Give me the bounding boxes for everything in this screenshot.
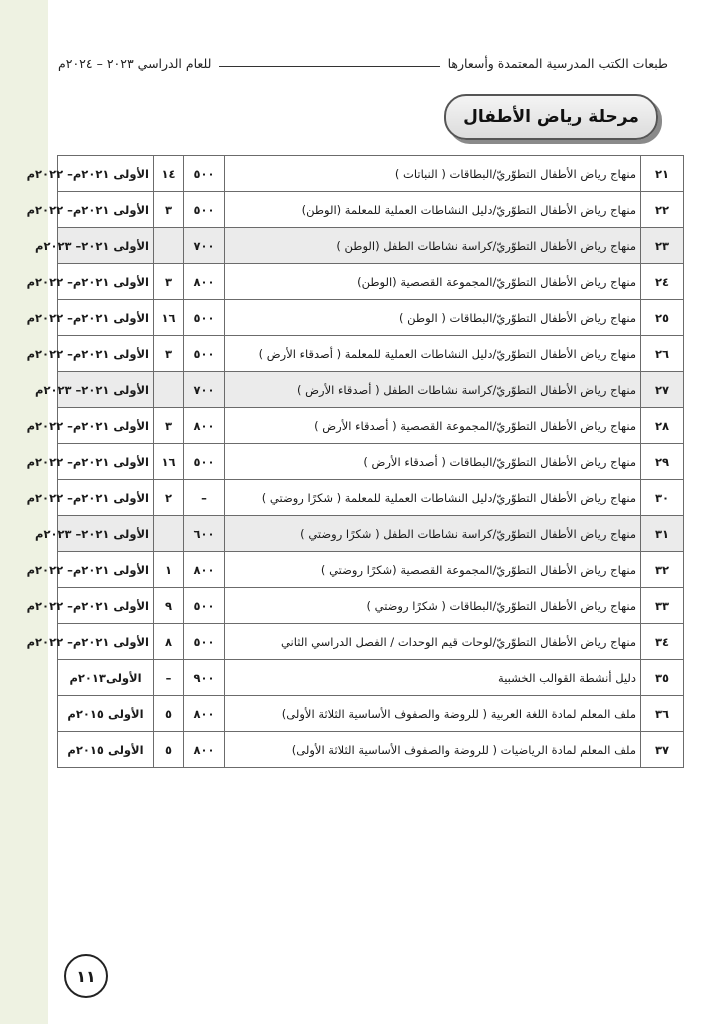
book-price: ٥٠٠ [184, 192, 225, 228]
book-title: منهاج رياض الأطفال التطوّريّ/البطاقات ( الوطن ) [225, 300, 641, 336]
table-row [58, 156, 684, 192]
row-number: ٢٤ [641, 264, 684, 300]
book-title: منهاج رياض الأطفال التطوّريّ/لوحات قيم الوحدات / الفصل الدراسي الثاني [225, 624, 641, 660]
book-edition: الأولى٢٠١٣م [58, 660, 154, 696]
book-price: ٨٠٠ [184, 696, 225, 732]
row-number: ٢٧ [641, 372, 684, 408]
book-quantity: ٣ [154, 192, 184, 228]
table-row [58, 696, 684, 732]
book-quantity: ٩ [154, 588, 184, 624]
book-quantity [154, 516, 184, 552]
row-number: ٢٢ [641, 192, 684, 228]
book-price: ٥٠٠ [184, 444, 225, 480]
table-row [58, 588, 684, 624]
book-quantity: ١٦ [154, 444, 184, 480]
book-edition: الأولى ٢٠٢١م– ٢٠٢٢م [58, 444, 154, 480]
book-edition: الأولى ٢٠٢١– ٢٠٢٣م [58, 372, 154, 408]
book-quantity: ٨ [154, 624, 184, 660]
row-number: ٣٠ [641, 480, 684, 516]
book-edition: الأولى ٢٠٢١– ٢٠٢٣م [58, 228, 154, 264]
book-edition: الأولى ٢٠٢١م– ٢٠٢٢م [58, 336, 154, 372]
book-edition: الأولى ٢٠٢١م– ٢٠٢٢م [58, 588, 154, 624]
table-row [58, 264, 684, 300]
row-number: ٣٧ [641, 732, 684, 768]
side-strip [0, 0, 48, 1024]
table-row [58, 516, 684, 552]
book-quantity: – [154, 660, 184, 696]
book-price: ٦٠٠ [184, 516, 225, 552]
table-row [58, 300, 684, 336]
book-quantity [154, 228, 184, 264]
table-row [58, 624, 684, 660]
book-quantity: ١٤ [154, 156, 184, 192]
table-row [58, 336, 684, 372]
header-rule [219, 66, 439, 67]
header-year: للعام الدراسي ٢٠٢٣ – ٢٠٢٤م [58, 55, 212, 71]
book-title: منهاج رياض الأطفال التطوّريّ/المجموعة القصصية (شكرًا روضتي ) [225, 552, 641, 588]
book-quantity: ٥ [154, 696, 184, 732]
row-number: ٣٦ [641, 696, 684, 732]
book-title: منهاج رياض الأطفال التطوّريّ/البطاقات ( شكرًا روضتي ) [225, 588, 641, 624]
book-edition: الأولى ٢٠٢١م– ٢٠٢٢م [58, 192, 154, 228]
book-edition: الأولى ٢٠٢١م– ٢٠٢٢م [58, 264, 154, 300]
book-title: منهاج رياض الأطفال التطوّريّ/البطاقات ( أصدقاء الأرض ) [225, 444, 641, 480]
running-header [58, 52, 668, 74]
book-price: ٨٠٠ [184, 732, 225, 768]
row-number: ٣٣ [641, 588, 684, 624]
book-price: ٨٠٠ [184, 408, 225, 444]
row-number: ٢٣ [641, 228, 684, 264]
book-quantity [154, 372, 184, 408]
table-row [58, 444, 684, 480]
book-edition: الأولى ٢٠٢١– ٢٠٢٣م [58, 516, 154, 552]
table-row [58, 408, 684, 444]
book-price: ٩٠٠ [184, 660, 225, 696]
book-quantity: ٥ [154, 732, 184, 768]
book-price: ٥٠٠ [184, 588, 225, 624]
row-number: ٢٩ [641, 444, 684, 480]
books-table [26, 155, 684, 768]
row-number: ٢١ [641, 156, 684, 192]
book-quantity: ١ [154, 552, 184, 588]
book-quantity: ١٦ [154, 300, 184, 336]
book-title: منهاج رياض الأطفال التطوّريّ/دليل النشاطات العملية للمعلمة ( أصدقاء الأرض ) [225, 336, 641, 372]
book-edition: الأولى ٢٠٢١م– ٢٠٢٢م [58, 408, 154, 444]
row-number: ٢٦ [641, 336, 684, 372]
book-title: ملف المعلم لمادة اللغة العربية ( للروضة والصفوف الأساسية الثلاثة الأولى) [225, 696, 641, 732]
book-edition: الأولى ٢٠٢١م– ٢٠٢٢م [58, 480, 154, 516]
row-number: ٣٤ [641, 624, 684, 660]
section-title: مرحلة رياض الأطفال [463, 107, 639, 127]
book-price: ٧٠٠ [184, 228, 225, 264]
book-title: منهاج رياض الأطفال التطوّريّ/المجموعة القصصية ( أصدقاء الأرض ) [225, 408, 641, 444]
book-edition: الأولى ٢٠٢١م– ٢٠٢٢م [58, 300, 154, 336]
book-edition: الأولى ٢٠٢١م– ٢٠٢٢م [58, 624, 154, 660]
table-row [58, 228, 684, 264]
book-edition: الأولى ٢٠٢١م– ٢٠٢٢م [58, 156, 154, 192]
book-quantity: ٣ [154, 336, 184, 372]
book-price: ٥٠٠ [184, 156, 225, 192]
book-title: منهاج رياض الأطفال التطوّريّ/كراسة نشاطات الطفل (الوطن ) [225, 228, 641, 264]
book-title: دليل أنشطة القوالب الخشبية [225, 660, 641, 696]
row-number: ٣٥ [641, 660, 684, 696]
row-number: ٣١ [641, 516, 684, 552]
table-row [58, 480, 684, 516]
book-quantity: ٢ [154, 480, 184, 516]
book-title: منهاج رياض الأطفال التطوّريّ/البطاقات ( النباتات ) [225, 156, 641, 192]
book-price: – [184, 480, 225, 516]
book-edition: الأولى ٢٠١٥م [58, 696, 154, 732]
book-edition: الأولى ٢٠١٥م [58, 732, 154, 768]
book-title: منهاج رياض الأطفال التطوّريّ/كراسة نشاطات الطفل ( أصدقاء الأرض ) [225, 372, 641, 408]
row-number: ٣٢ [641, 552, 684, 588]
book-quantity: ٣ [154, 264, 184, 300]
book-title: ملف المعلم لمادة الرياضيات ( للروضة والصفوف الأساسية الثلاثة الأولى) [225, 732, 641, 768]
book-quantity: ٣ [154, 408, 184, 444]
book-price: ٥٠٠ [184, 624, 225, 660]
book-price: ٨٠٠ [184, 552, 225, 588]
table-row [58, 552, 684, 588]
page-number: ١١ [76, 966, 96, 986]
book-title: منهاج رياض الأطفال التطوّريّ/المجموعة القصصية (الوطن) [225, 264, 641, 300]
book-edition: الأولى ٢٠٢١م– ٢٠٢٢م [58, 552, 154, 588]
book-title: منهاج رياض الأطفال التطوّريّ/كراسة نشاطات الطفل ( شكرًا روضتي ) [225, 516, 641, 552]
header-title: طبعات الكتب المدرسية المعتمدة وأسعارها [447, 55, 668, 71]
book-price: ٥٠٠ [184, 300, 225, 336]
book-title: منهاج رياض الأطفال التطوّريّ/دليل النشاطات العملية للمعلمة (الوطن) [225, 192, 641, 228]
row-number: ٢٨ [641, 408, 684, 444]
book-price: ٨٠٠ [184, 264, 225, 300]
page-number-badge [64, 954, 108, 998]
table-row [58, 192, 684, 228]
row-number: ٢٥ [641, 300, 684, 336]
book-price: ٧٠٠ [184, 372, 225, 408]
book-title: منهاج رياض الأطفال التطوّريّ/دليل النشاطات العملية للمعلمة ( شكرًا روضتي ) [225, 480, 641, 516]
section-title-tab [444, 94, 658, 140]
book-price: ٥٠٠ [184, 336, 225, 372]
books-table-body [26, 156, 684, 768]
table-row [58, 372, 684, 408]
table-row [58, 732, 684, 768]
table-row [58, 660, 684, 696]
